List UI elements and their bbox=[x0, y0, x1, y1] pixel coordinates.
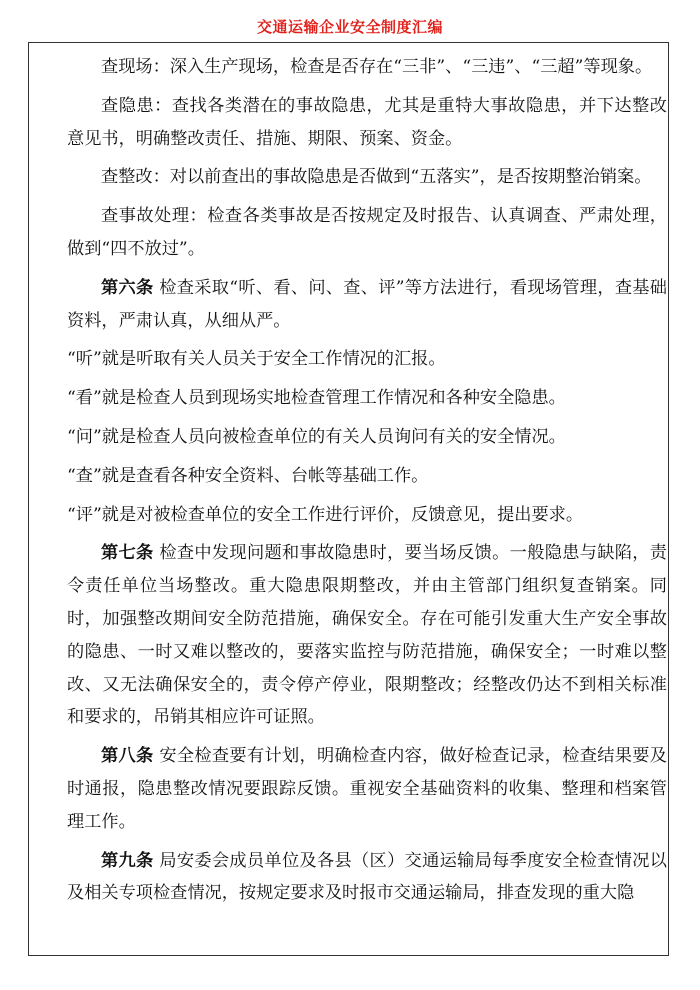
paragraph bbox=[67, 499, 667, 532]
paragraph-text: “问”就是检查人员向被检查单位的有关人员询问有关的安全情况。 bbox=[67, 426, 566, 447]
paragraph-text: “听”就是听取有关人员关于安全工作情况的汇报。 bbox=[67, 349, 446, 370]
paragraph-text: 查现场：深入生产现场，检查是否存在“三非”、“三违”、“三超”等现象。 bbox=[101, 57, 653, 77]
paragraph bbox=[67, 161, 667, 194]
paragraph bbox=[67, 90, 667, 156]
paragraph-text: 查事故处理：检查各类事故是否按规定及时报告、认真调查、严肃处理，做到“四不放过”。 bbox=[67, 206, 667, 259]
paragraph-text: 检查采取“听、看、问、查、评”等方法进行，看现场管理，查基础资料，严肃认真，从细从严。 bbox=[67, 277, 667, 331]
document-body bbox=[67, 51, 667, 916]
article-paragraph bbox=[67, 272, 667, 338]
paragraph bbox=[67, 343, 667, 376]
article-paragraph bbox=[67, 537, 667, 734]
page-frame bbox=[28, 42, 669, 956]
article-paragraph bbox=[67, 740, 667, 838]
paragraph-text: 查隐患：查找各类潜在的事故隐患，尤其是重特大事故隐患，并下达整改意见书，明确整改责任、措施、期限、预案、资金。 bbox=[67, 95, 667, 149]
paragraph bbox=[67, 460, 667, 493]
article-paragraph bbox=[67, 845, 667, 911]
paragraph-text: “看”就是检查人员到现场实地检查管理工作情况和各种安全隐患。 bbox=[67, 388, 566, 409]
paragraph-text: “查”就是查看各种安全资料、台帐等基础工作。 bbox=[67, 465, 429, 486]
article-number: 第七条 bbox=[101, 543, 154, 564]
paragraph bbox=[67, 200, 667, 266]
paragraph-text: 检查中发现问题和事故隐患时，要当场反馈。一般隐患与缺陷，责令责任单位当场整改。重大隐患限期整改，并由主管部门组织复查销案。同时，加强整改期间安全防范措施，确保安全。存在可能引发重大生产安全事故的隐患、一时又难以整改的，要落实监控与防范措施，确保安全；一时难以整改、又无法确保安全的，责令停产停业，限期整改；经整改仍达不到相关标准和要求的，吊销其相应许可证照。 bbox=[67, 543, 667, 728]
article-number: 第六条 bbox=[101, 277, 154, 298]
article-number: 第八条 bbox=[101, 746, 154, 767]
article-number: 第九条 bbox=[101, 850, 154, 871]
paragraph-text: 安全检查要有计划，明确检查内容，做好检查记录，检查结果要及时通报，隐患整改情况要跟踪反馈。重视安全基础资料的收集、整理和档案管理工作。 bbox=[67, 746, 667, 832]
paragraph-text: “评”就是对被检查单位的安全工作进行评价，反馈意见，提出要求。 bbox=[67, 504, 584, 525]
paragraph bbox=[67, 382, 667, 415]
paragraph bbox=[67, 51, 667, 84]
paragraph-text: 局安委会成员单位及各县（区）交通运输局每季度安全检查情况以及相关专项检查情况，按规定要求及时报市交通运输局，排查发现的重大隐 bbox=[67, 850, 667, 904]
paragraph bbox=[67, 421, 667, 454]
document-header: 交通运输企业安全制度汇编 bbox=[256, 18, 443, 36]
paragraph-text: 查整改：对以前查出的事故隐患是否做到“五落实”，是否按期整治销案。 bbox=[101, 167, 652, 188]
